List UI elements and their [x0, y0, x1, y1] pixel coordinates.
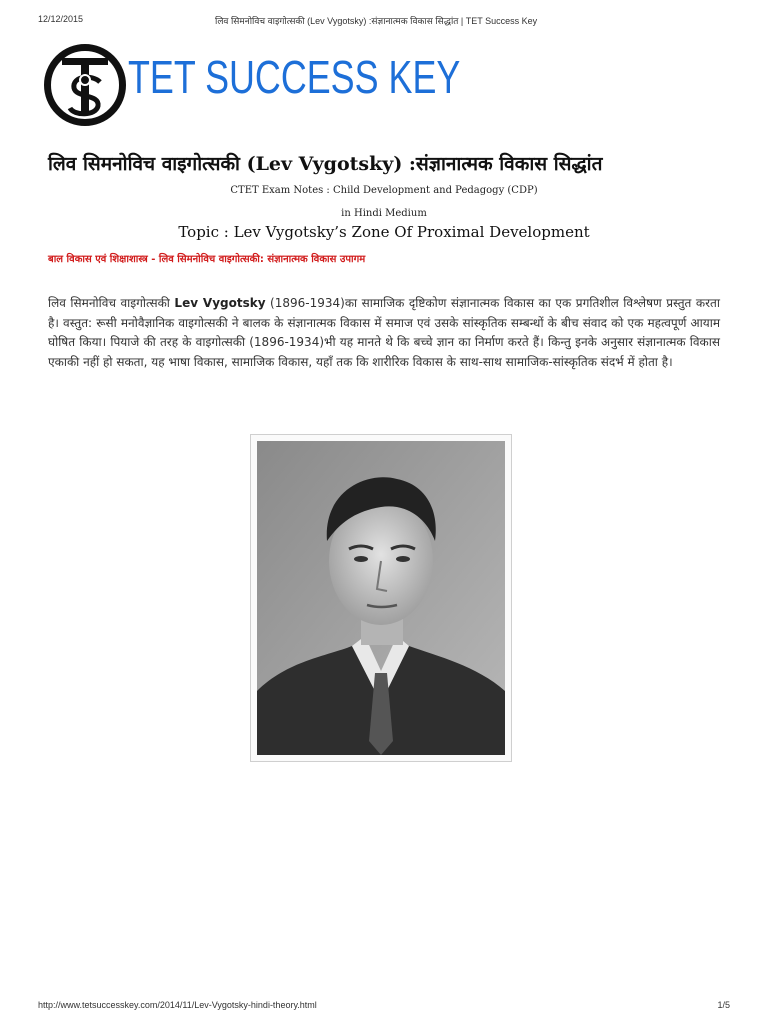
post-subtitle-medium: in Hindi Medium	[341, 208, 427, 219]
portrait-image	[257, 441, 505, 755]
post-topic: Topic : Lev Vygotsky’s Zone Of Proximal Development	[178, 223, 590, 241]
print-header	[0, 14, 768, 30]
print-date: 12/12/2015	[38, 14, 84, 24]
body-text-prefix: लिव सिमनोविच वाइगोत्सकी	[48, 296, 175, 310]
body-text-bold: Lev Vygotsky	[174, 296, 266, 310]
page-number: 1/5	[717, 1000, 730, 1010]
body-paragraph	[48, 294, 720, 372]
post-subtitle: CTET Exam Notes : Child Development and Pedagogy (CDP)	[230, 185, 538, 196]
print-footer	[0, 1000, 768, 1014]
category-link[interactable]: बाल विकास एवं शिक्षाशास्त्र - लिव सिमनोविच वाइगोत्सकी: संज्ञानात्मक विकास उपागम	[48, 254, 366, 265]
portrait-photo	[250, 434, 512, 762]
post-title: लिव सिमनोविच वाइगोत्सकी (Lev Vygotsky) :संज्ञानात्मक विकास सिद्धांत	[48, 153, 603, 175]
logo-wordmark: TET SUCCESS KEY	[128, 51, 461, 103]
site-logo[interactable]	[44, 44, 464, 134]
logo-emblem-icon	[56, 52, 116, 122]
print-page-title: लिव सिमनोविच वाइगोत्सकी (Lev Vygotsky) :संज्ञानात्मक विकास सिद्धांत | TET Success Key	[215, 16, 538, 26]
footer-url: http://www.tetsuccesskey.com/2014/11/Lev-Vygotsky-hindi-theory.html	[38, 1000, 317, 1010]
body-text-rest: (1896-1934)का सामाजिक दृष्टिकोण संज्ञानात्मक विकास का एक प्रगतिशील विश्लेषण प्रस्तुत करता है। वस्तुत: रूसी मनोवैज्ञानिक वाइगोत्सकी ने बालक के संज्ञानात्मक विकास में समाज एवं उसके सांस्कृतिक सम्बन्धों के बीच संवाद को एक महत्वपूर्ण आयाम घोषित किया। पियाजे की तरह के वाइगोत्सकी (1896-1934)भी यह मानते थे कि बच्चे ज्ञान का निर्माण करते हैं। किन्तु इनके अनुसार संज्ञानात्मक विकास एकाकी नहीं हो सकता, यह भाषा विकास, सामाजिक विकास, यहाँ तक कि शारीरिक विकास के साथ-साथ सामाजिक-सांस्कृतिक संदर्भ में होता है।	[48, 296, 720, 369]
